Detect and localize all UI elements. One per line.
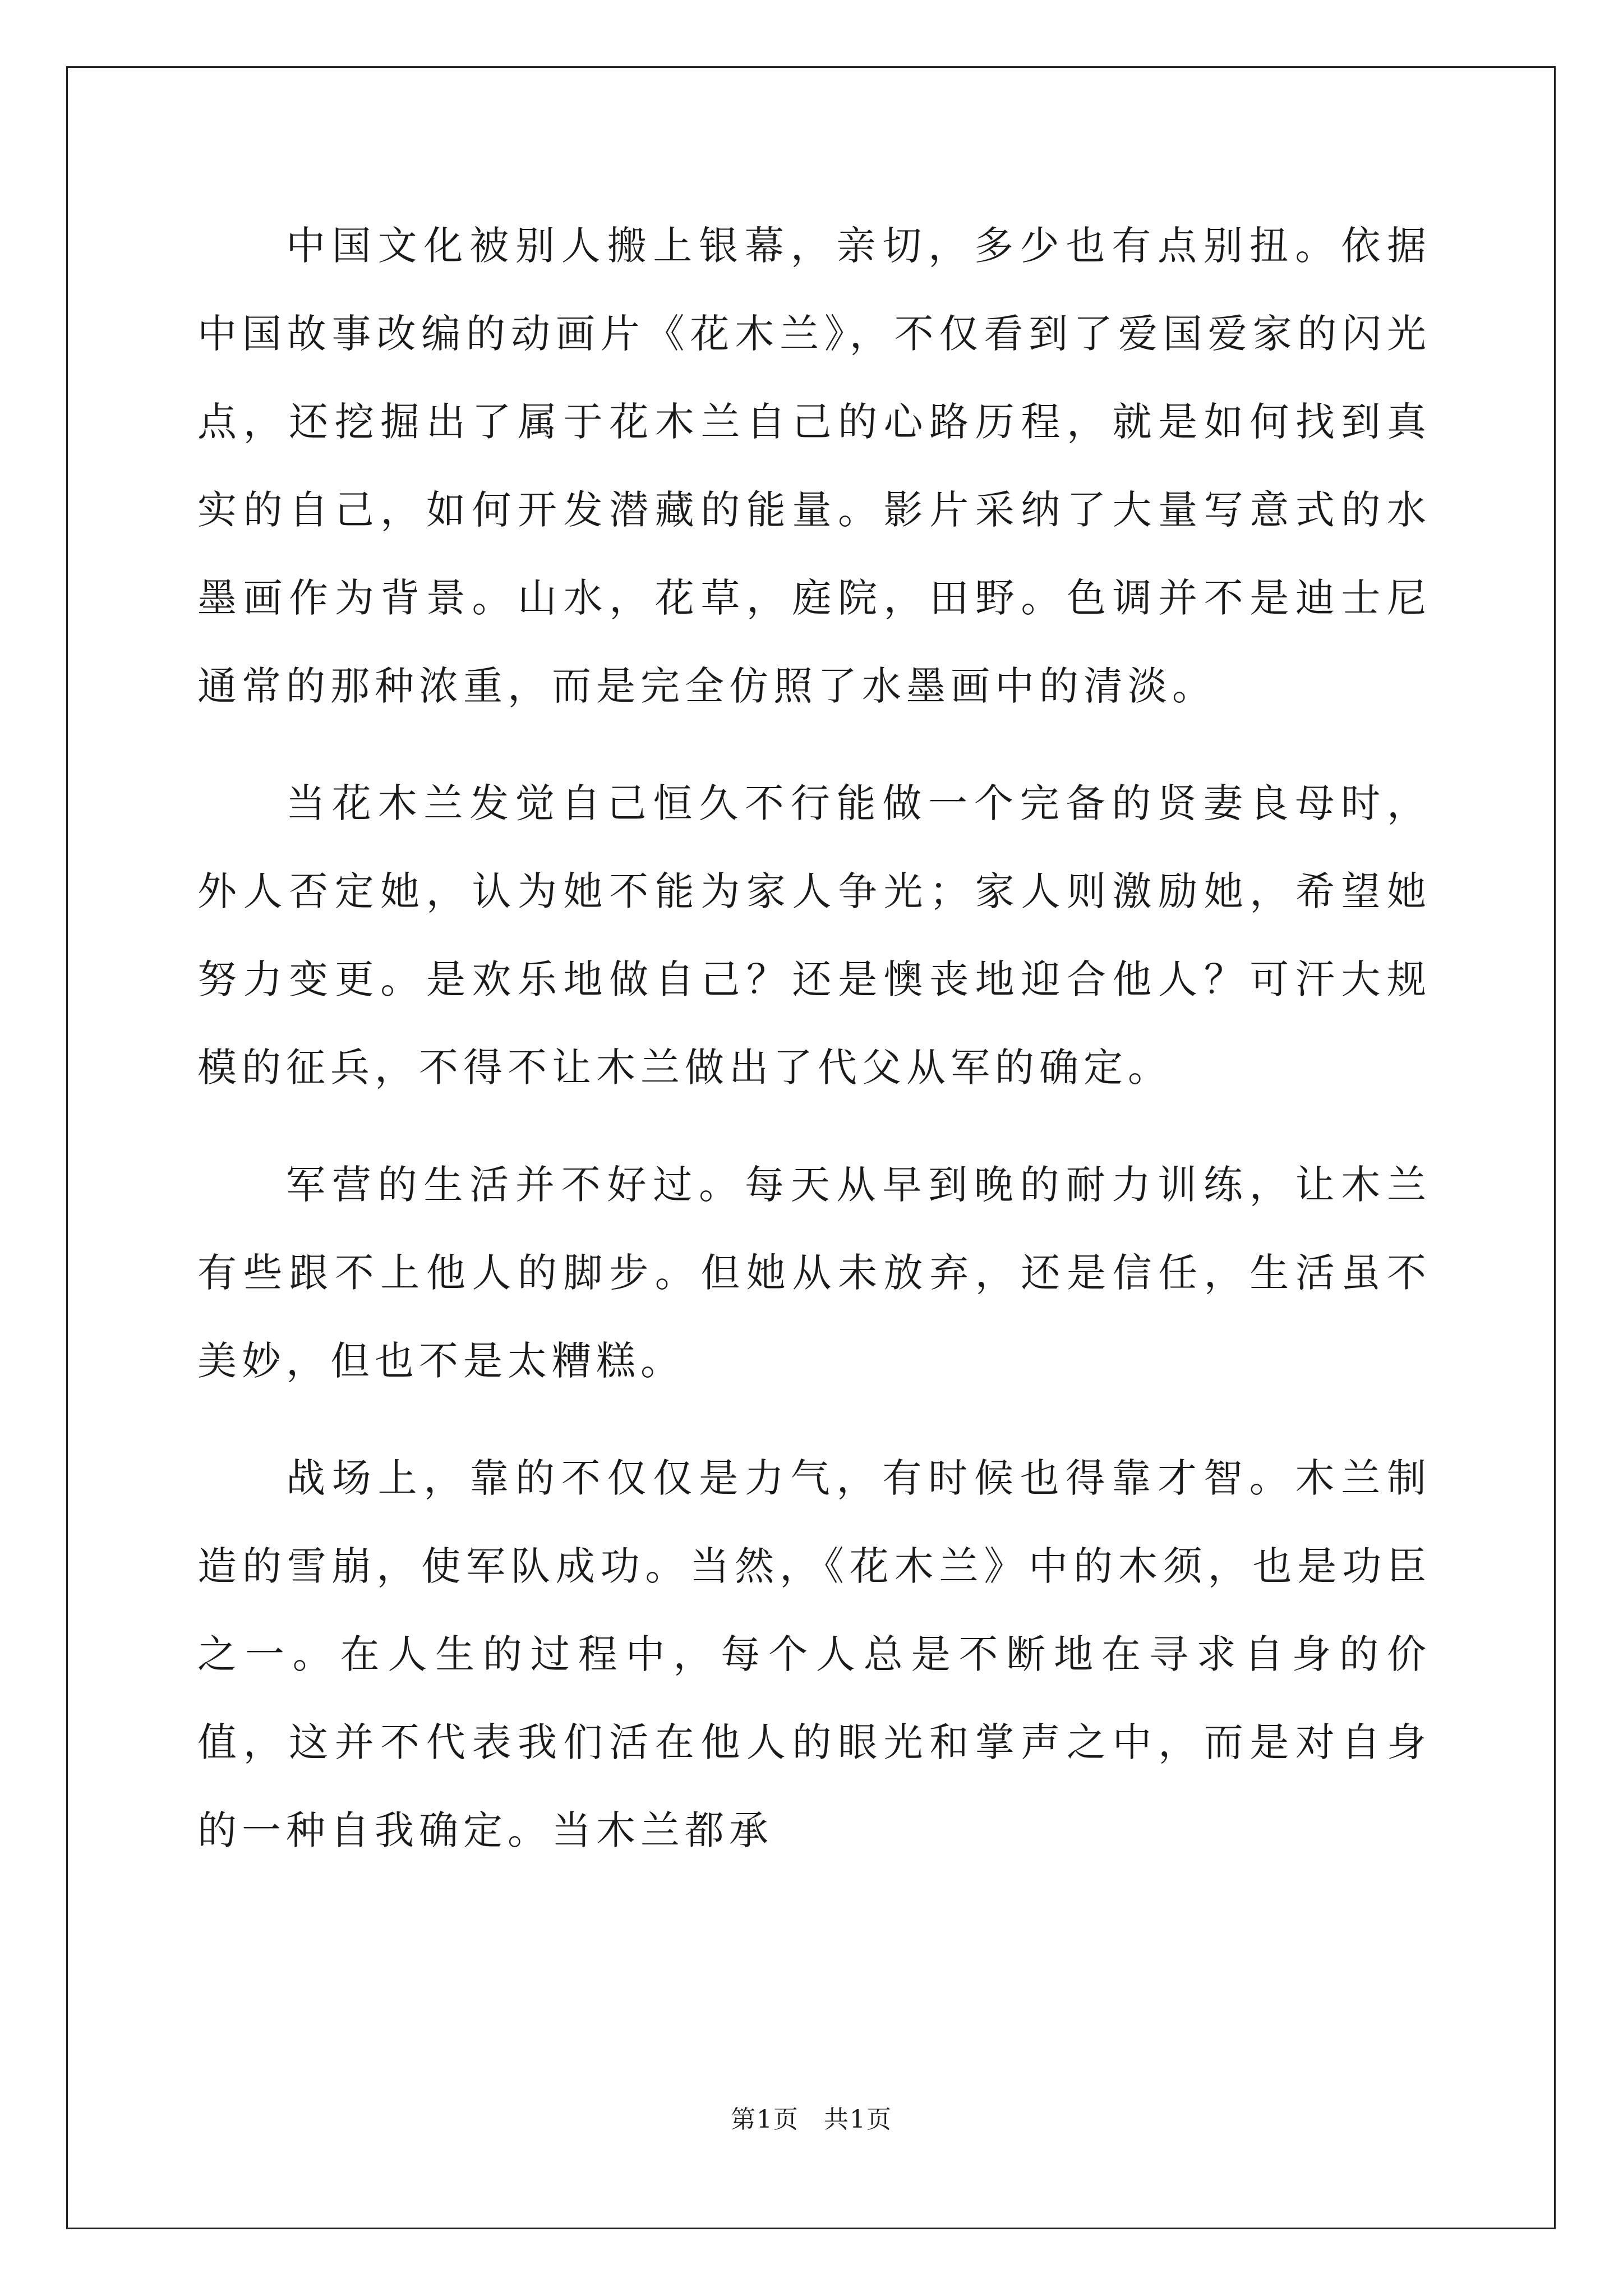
paragraph-4: 战场上，靠的不仅仅是力气，有时候也得靠才智。木兰制造的雪崩，使军队成功。当然，《花木兰》中的木须，也是功臣之一。在人生的过程中，每个人总是不断地在寻求自身的价值，这并不代表我们活在他人的眼光和掌声之中，而是对自身的一种自我确定。当木兰都承 (197, 1455, 1431, 1853)
page-number-current: 第1页 (731, 2105, 799, 2134)
paragraph-2: 当花木兰发觉自己恒久不行能做一个完备的贤妻良母时，外人否定她，认为她不能为家人争光；家人则激励她，希望她努力变更。是欢乐地做自己？还是懊丧地迎合他人？可汗大规模的征兵，不得不让木兰做出了代父从军的确定。 (197, 780, 1431, 1091)
paragraph-1: 中国文化被别人搬上银幕，亲切，多少也有点别扭。依据中国故事改编的动画片《花木兰》，不仅看到了爱国爱家的闪光点，还挖掘出了属于花木兰自己的心路历程，就是如何找到真实的自己，如何开发潜藏的能量。影片采纳了大量写意式的水墨画作为背景。山水，花草，庭院，田野。色调并不是迪士尼通常的那种浓重，而是完全仿照了水墨画中的清淡。 (197, 223, 1431, 709)
page-footer (0, 2099, 1623, 2135)
document-body (197, 202, 1431, 1904)
page-number-total: 共1页 (824, 2105, 892, 2134)
paragraph-3: 军营的生活并不好过。每天从早到晚的耐力训练，让木兰有些跟不上他人的脚步。但她从未放弃，还是信任，生活虽不美妙，但也不是太糟糕。 (197, 1162, 1431, 1384)
